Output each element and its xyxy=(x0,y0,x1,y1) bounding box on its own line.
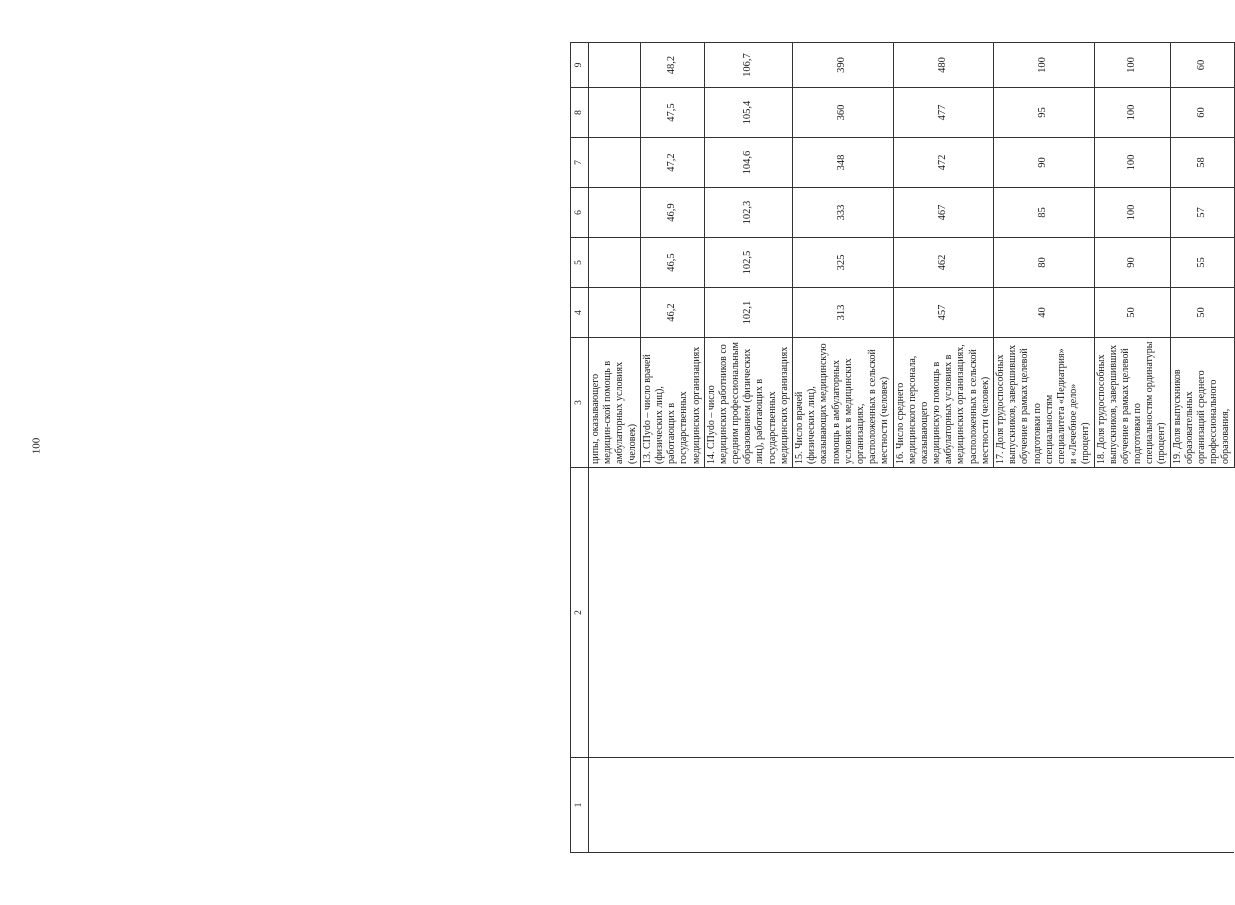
value-cell: 85 xyxy=(994,188,1095,238)
column-number: 8 xyxy=(571,88,589,138)
value-cell: 102,5 xyxy=(704,238,792,288)
value-cell: 60 xyxy=(1170,43,1234,88)
empty-cell xyxy=(589,468,641,758)
empty-cell xyxy=(994,468,1095,758)
table-row xyxy=(994,43,1095,853)
empty-cell xyxy=(893,758,994,853)
indicator-label: ципы, оказывающего медицин-ской помощь в амбулаторных условиях (человек) xyxy=(589,338,641,468)
empty-cell xyxy=(793,468,894,758)
empty-cell xyxy=(1094,468,1170,758)
value-cell: 480 xyxy=(893,43,994,88)
value-cell: 100 xyxy=(1094,43,1170,88)
value-cell xyxy=(589,138,641,188)
value-cell: 40 xyxy=(994,288,1095,338)
indicator-label: 16. Число среднего медицинского персонала, оказывающего медицинскую помощь в амбулаторных условиях в медицинских организациях, расположенных в сельской местности (человек) xyxy=(893,338,994,468)
value-cell: 102,1 xyxy=(704,288,792,338)
indicator-label: 14. СПуdo – число медицинских работников со средним профессиональным образованием (физических лиц), работающих в государственных медицинских организациях xyxy=(704,338,792,468)
value-cell: 47,2 xyxy=(640,138,704,188)
value-cell: 102,3 xyxy=(704,188,792,238)
value-cell: 90 xyxy=(1094,238,1170,288)
value-cell: 55 xyxy=(1170,238,1234,288)
value-cell: 50 xyxy=(1094,288,1170,338)
empty-cell xyxy=(1170,468,1234,758)
table-row xyxy=(1170,43,1234,853)
value-cell: 50 xyxy=(1170,288,1234,338)
indicator-label: 17. Доля трудоспособных выпускников, завершивших обучение в рамках целевой подготовки по специальностям специалитета «Педиатрия» и «Лечебное дело» (процент) xyxy=(994,338,1095,468)
column-number-row xyxy=(571,43,589,853)
value-cell xyxy=(589,188,641,238)
column-number: 5 xyxy=(571,238,589,288)
column-number: 3 xyxy=(571,338,589,468)
value-cell: 57 xyxy=(1170,188,1234,238)
value-cell: 46,2 xyxy=(640,288,704,338)
empty-cell xyxy=(704,468,792,758)
table-row xyxy=(793,43,894,853)
value-cell xyxy=(589,88,641,138)
value-cell: 390 xyxy=(793,43,894,88)
column-number: 6 xyxy=(571,188,589,238)
value-cell: 477 xyxy=(893,88,994,138)
value-cell: 100 xyxy=(994,43,1095,88)
empty-cell xyxy=(1170,758,1234,853)
value-cell xyxy=(589,238,641,288)
page-number: 100 xyxy=(30,437,43,455)
value-cell: 80 xyxy=(994,238,1095,288)
column-number: 1 xyxy=(571,758,589,853)
column-number: 7 xyxy=(571,138,589,188)
rotated-table-container xyxy=(570,43,1232,853)
value-cell: 90 xyxy=(994,138,1095,188)
column-number: 4 xyxy=(571,288,589,338)
value-cell: 462 xyxy=(893,238,994,288)
indicator-label: 13. СПуdo – число врачей (физических лиц), работающих в государственных медицинских организациях xyxy=(640,338,704,468)
value-cell: 47,5 xyxy=(640,88,704,138)
empty-cell xyxy=(793,758,894,853)
value-cell: 105,4 xyxy=(704,88,792,138)
indicator-label: 18. Доля трудоспособных выпускников, завершивших обучение в рамках целевой подготовки по специальностям ординатуры (процент) xyxy=(1094,338,1170,468)
value-cell: 360 xyxy=(793,88,894,138)
value-cell: 325 xyxy=(793,238,894,288)
value-cell: 457 xyxy=(893,288,994,338)
value-cell: 95 xyxy=(994,88,1095,138)
value-cell: 46,5 xyxy=(640,238,704,288)
value-cell: 100 xyxy=(1094,138,1170,188)
value-cell: 104,6 xyxy=(704,138,792,188)
empty-cell xyxy=(1094,758,1170,853)
value-cell xyxy=(589,288,641,338)
column-number: 2 xyxy=(571,468,589,758)
value-cell: 106,7 xyxy=(704,43,792,88)
value-cell: 58 xyxy=(1170,138,1234,188)
empty-cell xyxy=(994,758,1095,853)
column-number: 9 xyxy=(571,43,589,88)
value-cell: 100 xyxy=(1094,88,1170,138)
indicators-table xyxy=(570,42,1235,853)
value-cell: 60 xyxy=(1170,88,1234,138)
value-cell: 313 xyxy=(793,288,894,338)
table-row xyxy=(640,43,704,853)
value-cell: 467 xyxy=(893,188,994,238)
value-cell: 333 xyxy=(793,188,894,238)
value-cell: 46,9 xyxy=(640,188,704,238)
table-row xyxy=(704,43,792,853)
value-cell: 48,2 xyxy=(640,43,704,88)
value-cell: 348 xyxy=(793,138,894,188)
indicator-label: 15. Число врачей (физических лиц), оказывающих медицинскую помощь в амбулаторных условиях в медицинских организациях, расположенных в сельской местности (человек) xyxy=(793,338,894,468)
indicator-label: 19. Доля выпускников образовательных организаций среднего профессионального образования, xyxy=(1170,338,1234,468)
table-row xyxy=(893,43,994,853)
value-cell: 100 xyxy=(1094,188,1170,238)
value-cell xyxy=(589,43,641,88)
empty-cell xyxy=(704,758,792,853)
empty-cell xyxy=(640,758,704,853)
empty-cell xyxy=(893,468,994,758)
empty-cell xyxy=(640,468,704,758)
table-row xyxy=(589,43,641,853)
value-cell: 472 xyxy=(893,138,994,188)
table-row xyxy=(1094,43,1170,853)
empty-cell xyxy=(589,758,641,853)
